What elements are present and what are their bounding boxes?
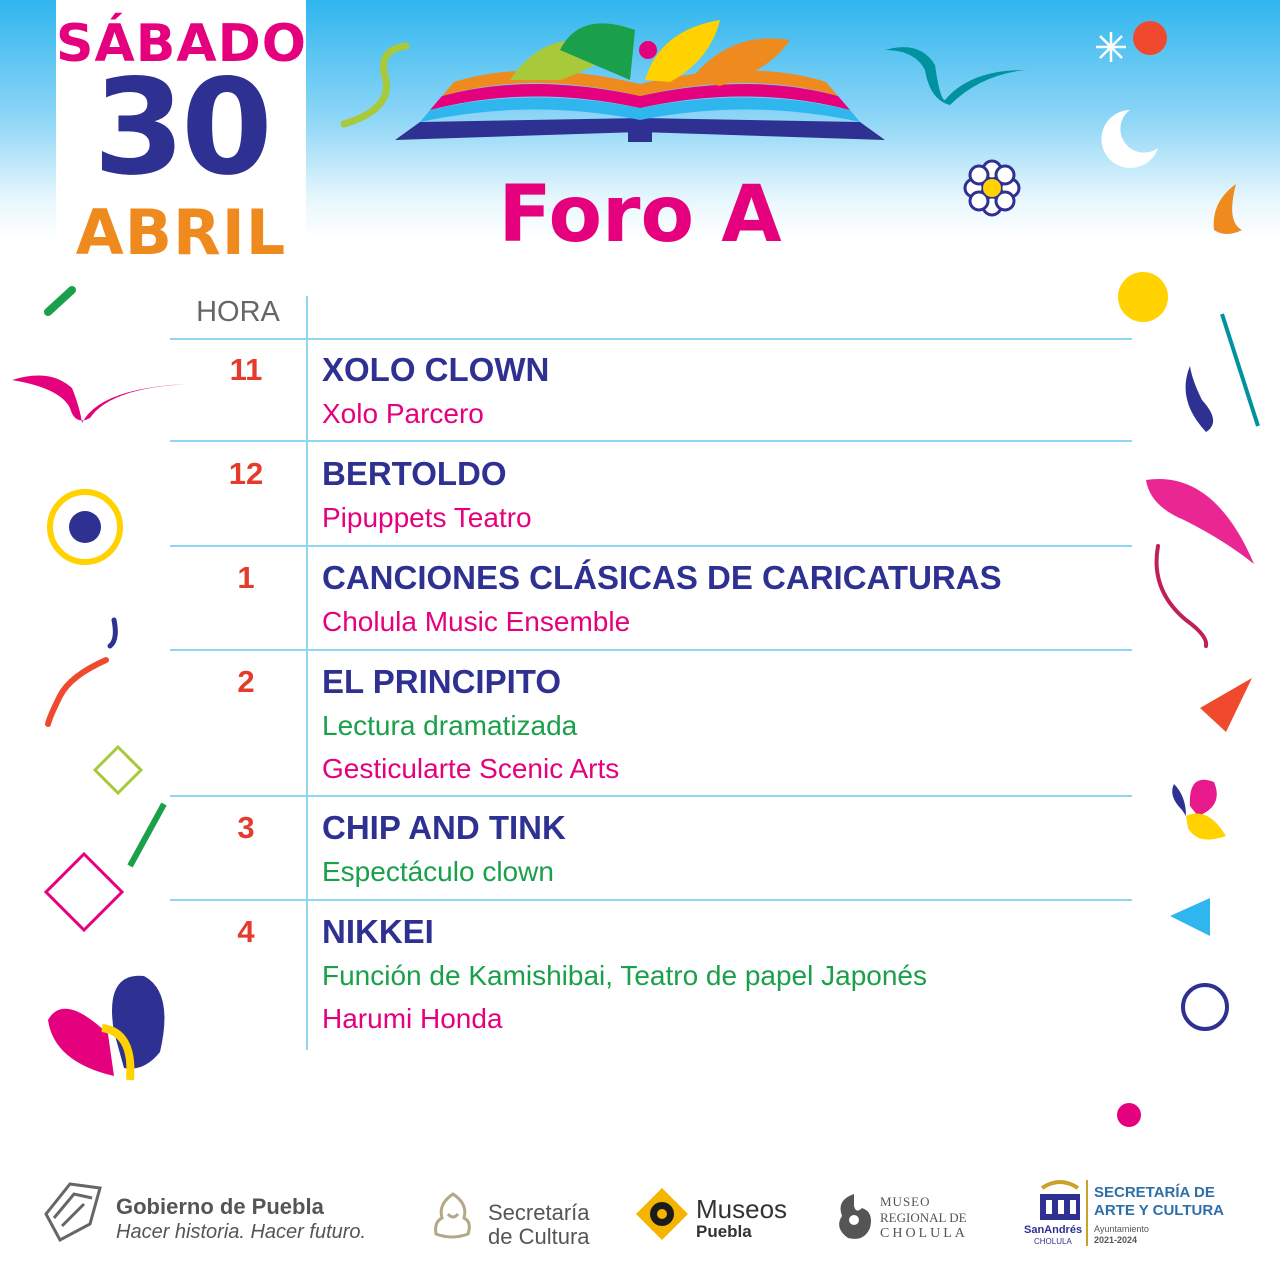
event-description: Función de Kamishibai, Teatro de papel Japonés (322, 960, 927, 991)
row-divider (170, 649, 1132, 651)
date-day-number: 30 (93, 51, 269, 205)
museo-regional-line2: REGIONAL DE (880, 1210, 967, 1225)
event-performer: Pipuppets Teatro (322, 502, 532, 533)
ayuntamiento-years: 2021-2024 (1094, 1235, 1138, 1245)
event-description: Lectura dramatizada (322, 710, 578, 741)
event-performer: Harumi Honda (322, 1003, 503, 1034)
museo-regional-line1: MUSEO (880, 1194, 931, 1209)
event-title: XOLO CLOWN (322, 351, 550, 388)
row-hour: 12 (228, 456, 264, 491)
row-divider (170, 795, 1132, 797)
san-andres-name: SanAndrés (1024, 1224, 1083, 1236)
event-performer: Xolo Parcero (322, 398, 484, 429)
gobierno-name: Gobierno de Puebla (116, 1194, 324, 1219)
museos-line1: Museos (696, 1194, 788, 1224)
museo-regional-line3: CHOLULA (880, 1226, 968, 1241)
san-andres-sub: CHOLULA (1034, 1237, 1072, 1246)
museo-regional-logo (834, 1186, 994, 1246)
puebla-emblem-icon (40, 1174, 106, 1244)
logo-divider (1086, 1180, 1088, 1246)
date-weekday: SÁBADO (56, 14, 307, 74)
ayuntamiento-label: Ayuntamiento (1094, 1224, 1149, 1234)
secretaria-cultura-logo (428, 1188, 608, 1248)
event-performer: Gesticularte Scenic Arts (322, 753, 620, 784)
museos-puebla-logo (634, 1184, 804, 1244)
museo-regional-emblem-icon (834, 1192, 874, 1242)
arte-cultura-line2: ARTE Y CULTURA (1094, 1202, 1225, 1219)
row-divider (170, 338, 1132, 340)
cultura-emblem-icon (428, 1190, 478, 1242)
row-hour: 11 (229, 352, 263, 387)
row-hour: 1 (237, 560, 255, 595)
secretaria-line1: Secretaría (488, 1200, 590, 1225)
event-title: EL PRINCIPITO (322, 663, 561, 700)
row-divider (170, 440, 1132, 442)
footer-logos (0, 1160, 1280, 1260)
row-hour: 3 (237, 810, 255, 845)
museos-line2: Puebla (696, 1222, 752, 1241)
event-title: CHIP AND TINK (322, 809, 566, 846)
event-title: NIKKEI (322, 913, 434, 950)
event-title: BERTOLDO (322, 455, 507, 492)
page-title: Foro A (498, 170, 782, 260)
gobierno-puebla-logo (40, 1174, 390, 1250)
row-hour: 4 (237, 914, 255, 949)
gobierno-slogan: Hacer historia. Hacer futuro. (116, 1221, 367, 1243)
date-month: ABRIL (75, 196, 287, 269)
san-andres-cholula-logo (1024, 1174, 1240, 1250)
hour-column-header: HORA (196, 296, 280, 328)
museos-emblem-icon (634, 1186, 690, 1242)
row-hour: 2 (237, 664, 255, 699)
san-andres-emblem-icon (1032, 1178, 1088, 1224)
event-description: Espectáculo clown (322, 856, 554, 887)
row-divider (170, 545, 1132, 547)
event-title: CANCIONES CLÁSICAS DE CARICATURAS (322, 559, 1002, 596)
row-divider (170, 899, 1132, 901)
event-performer: Cholula Music Ensemble (322, 606, 631, 637)
secretaria-line2: de Cultura (488, 1224, 590, 1249)
arte-cultura-line1: SECRETARÍA DE (1094, 1184, 1215, 1201)
